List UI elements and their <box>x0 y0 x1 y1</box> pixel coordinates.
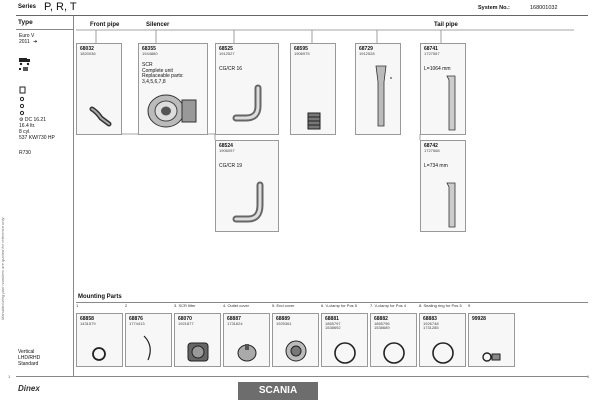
part-number: 68742 <box>424 143 438 149</box>
part-number: 68887 <box>227 316 241 322</box>
oe-number: 1731624 <box>227 321 243 326</box>
part-number: 68889 <box>276 316 290 322</box>
v-clamp-image <box>332 340 358 366</box>
desc-line-2: Complete unit <box>142 67 173 74</box>
dinex-logo: Dinex <box>18 384 40 393</box>
sealing-ring-image <box>430 340 456 366</box>
mounting-card <box>223 313 270 367</box>
part-number: 68032 <box>80 46 94 52</box>
tail-pipe-short-image <box>445 181 459 231</box>
part-card-68729[interactable] <box>355 43 401 135</box>
series-value: P, R, T <box>44 1 77 13</box>
pipe-section-image <box>370 62 394 132</box>
footer-divider <box>16 376 588 377</box>
desc-line-4: 3,4,5,6,7,8 <box>142 78 166 85</box>
part-description: L=734 mm <box>424 163 448 169</box>
scr-silencer-image <box>144 92 202 130</box>
part-number: 68882 <box>374 316 388 322</box>
part-number: 99928 <box>472 316 486 322</box>
part-card-68525[interactable] <box>215 43 279 135</box>
bend-pipe-image <box>230 84 266 130</box>
emission-line-2: 2011 <box>19 39 30 45</box>
vehicle-line-2: LHD/RHD <box>18 355 41 361</box>
part-number: 68595 <box>294 46 308 52</box>
mounting-card <box>321 313 368 367</box>
oe-number: 1865796 <box>374 321 390 326</box>
model-code: R730 <box>19 150 31 156</box>
vehicle-line-1: Vertical <box>18 349 35 355</box>
mounting-item-2[interactable] <box>125 303 174 367</box>
bend-pipe-19-image <box>230 181 270 227</box>
mounting-label: 6. V-clamp for Pos 5 <box>321 303 358 308</box>
part-description <box>142 63 184 85</box>
mounting-card <box>370 313 417 367</box>
oe-number: 1820036 <box>80 51 96 56</box>
system-number-value: 168001032 <box>530 5 558 11</box>
emission-line-1: Euro V <box>19 33 35 39</box>
v-clamp-image <box>381 340 407 366</box>
mounting-item-6[interactable] <box>321 303 370 367</box>
oe-number: 1944880 <box>142 51 158 56</box>
mounting-card <box>174 313 221 367</box>
mounting-item-4[interactable] <box>223 303 272 367</box>
tail-pipe-long-image <box>445 74 459 134</box>
oe-number: 1774413 <box>129 321 145 326</box>
side-disclaimer-text: Manufacturing part numbers are quoted for reference only <box>0 217 5 320</box>
part-number: 68858 <box>80 316 94 322</box>
oe-number-2: 1538689 <box>374 325 390 330</box>
silencer-title: Silencer <box>146 22 170 28</box>
mounting-label: 8. Sealing ring for Pos 5 <box>419 303 462 308</box>
oe-number: 1921877 <box>178 321 194 326</box>
part-card-68741[interactable] <box>420 43 466 135</box>
part-number: 68070 <box>178 316 192 322</box>
mounting-label: 5. End cover <box>272 303 295 308</box>
gear-icon: ⚙ <box>19 117 25 123</box>
mounting-item-1[interactable] <box>76 303 128 367</box>
arrow-right-icon: ➔ <box>33 39 38 45</box>
part-number: 68881 <box>325 316 339 322</box>
part-number: 68355 <box>142 46 156 52</box>
oe-number: 1912528 <box>359 51 375 56</box>
mounting-card <box>125 313 172 367</box>
oe-number: 1926748 <box>423 321 439 326</box>
mounting-item-5[interactable] <box>272 303 321 367</box>
engine-line-2: 16.4 ltr. <box>19 123 36 129</box>
mounting-card <box>76 313 123 367</box>
vehicle-line-3: Standard <box>18 361 39 367</box>
flex-hose-image <box>307 112 321 130</box>
oe-number: 1727567 <box>424 51 440 56</box>
type-label: Type <box>18 19 33 26</box>
part-number: 68876 <box>129 316 143 322</box>
mounting-label: 9 <box>468 303 471 308</box>
oe-number-2: 1731285 <box>423 325 439 330</box>
front-pipe-title: Front pipe <box>90 22 120 28</box>
part-number: 68741 <box>424 46 438 52</box>
scr-filter-image <box>185 340 211 364</box>
page-number-left: 1 <box>8 374 11 379</box>
tail-pipe-title: Tail pipe <box>434 22 458 28</box>
part-number: 68525 <box>219 46 233 52</box>
end-cover-image <box>283 338 309 364</box>
mounting-label: 2 <box>125 303 128 308</box>
mounting-label: 7. V-clamp for Pos 4 <box>370 303 407 308</box>
engine-line-3: 8 cyl. <box>19 129 31 135</box>
part-number: 68729 <box>359 46 373 52</box>
desc-line-3: Replaceable parts: <box>142 73 184 79</box>
mounting-item-9[interactable] <box>468 303 517 367</box>
oe-number: 1431579 <box>80 321 96 326</box>
part-description: CG/CR 19 <box>219 163 243 169</box>
desc-line-1: SCR <box>142 62 153 68</box>
part-card-68032[interactable] <box>76 43 122 135</box>
engine-line-4: 537 KW/730 HP <box>19 135 55 141</box>
clamp-image <box>89 344 109 364</box>
series-label: Series <box>18 4 37 10</box>
oe-number: 1865797 <box>325 321 341 326</box>
part-card-68742[interactable] <box>420 140 466 232</box>
part-number: 68883 <box>423 316 437 322</box>
mounting-label: 4. Outlet cover <box>223 303 250 308</box>
part-number: 68524 <box>219 143 233 149</box>
mounting-card <box>419 313 466 367</box>
oe-number: 1912527 <box>219 51 235 56</box>
part-description: L=1064 mm <box>424 66 451 72</box>
oe-number-2: 1538692 <box>325 325 341 330</box>
front-pipe-image <box>89 104 113 128</box>
part-card-68524[interactable] <box>215 140 279 232</box>
part-card-68595[interactable] <box>290 43 336 135</box>
clamp-kit-image <box>481 350 503 364</box>
oe-number: 1906097 <box>219 148 235 153</box>
system-number-label: System No.: <box>478 5 510 11</box>
oe-number: 1925361 <box>276 321 292 326</box>
part-description: CG/CR 16 <box>219 66 243 72</box>
oe-number: 1906975 <box>294 51 310 56</box>
brand-name: SCANIA <box>258 385 298 396</box>
page-number-right: 1 <box>587 374 590 379</box>
oe-number: 1727568 <box>424 148 440 153</box>
mounting-card <box>468 313 515 367</box>
mounting-item-8[interactable] <box>419 303 471 367</box>
vehicle-config <box>18 349 40 367</box>
part-card-68355[interactable] <box>138 43 208 135</box>
mounting-item-7[interactable] <box>370 303 419 367</box>
mounting-card <box>272 313 319 367</box>
mounting-parts-title: Mounting Parts <box>78 294 122 300</box>
mounting-item-3[interactable] <box>174 303 223 367</box>
mounting-label: 3. SCR filter <box>174 303 196 308</box>
outlet-cover-image <box>236 342 258 364</box>
engine-code: DC 16.21 <box>24 117 46 123</box>
mounting-label: 1 <box>76 303 79 308</box>
strap-image <box>140 334 160 364</box>
